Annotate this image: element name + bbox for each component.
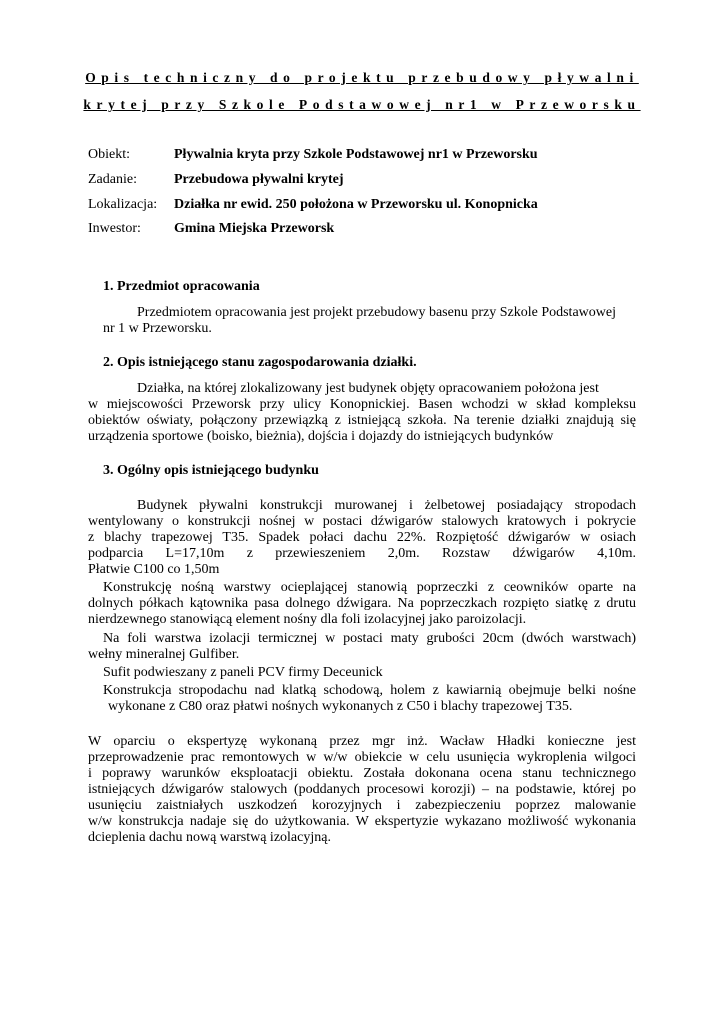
paragraph-line: w miejscowości Przeworsk przy ulicy Konopnickiej. Basen wchodzi w skład kompleksu [88,397,636,412]
paragraph-line: z blachy trapezowej T35. Spadek połaci dachu 22%. Rozpiętość dźwigarów w osiach [88,530,636,545]
paragraph-line: nr 1 w Przeworsku. [103,321,212,336]
paragraph-line: podparcia L=17,10m z przewieszeniem 2,0m. Rozstaw dźwigarów 4,10m. [88,546,636,561]
paragraph-line: istniejących dźwigarów stalowych (poddanych procesowi korozji) – na podstawie, której po [88,782,636,797]
paragraph-line: wentylowany o konstrukcji nośnej w postaci dźwigarów stalowych kratowych i pokrycie [88,514,636,529]
meta-row-task [88,172,344,188]
paragraph-line: Przedmiotem opracowania jest projekt przebudowy basenu przy Szkole Podstawowej [137,305,616,320]
section-2-heading: 2. Opis istniejącego stanu zagospodarowania działki. [103,355,417,370]
paragraph-line: i poprawy warunków eksploatacji obiektu. Została dokonana ocena stanu technicznego [88,766,636,781]
meta-label: Inwestor: [88,221,141,236]
meta-row-location [88,197,538,213]
meta-value: Pływalnia kryta przy Szkole Podstawowej nr1 w Przeworsku [174,147,538,162]
meta-value: Przebudowa pływalni krytej [174,172,344,187]
paragraph-line: W oparciu o ekspertyzę wykonaną przez mgr inż. Wacław Hładki konieczne jest [88,734,636,749]
paragraph-line: wełny mineralnej Gulfiber. [88,647,240,662]
meta-label: Lokalizacja: [88,197,158,212]
paragraph-line: Budynek pływalni konstrukcji murowanej i żelbetowej posiadający stropodach [137,498,636,513]
paragraph-line: Konstrukcja stropodachu nad klatką schodową, holem z kawiarnią obejmuje belki nośne [103,683,636,698]
paragraph-line: dolnych półkach kątownika pasa dolnego dźwigara. Na poprzeczkach rozpięto siatkę z drutu [88,596,636,611]
paragraph-line: dcieplenia dachu nową warstwą izolacyjną. [88,830,331,845]
paragraph-line: Płatwie C100 co 1,50m [88,562,220,577]
paragraph-line: Działka, na której zlokalizowany jest budynek objęty opracowaniem położona jest [137,381,599,396]
meta-label: Obiekt: [88,147,130,162]
meta-label: Zadanie: [88,172,137,187]
section-1-heading: 1. Przedmiot opracowania [103,279,260,294]
meta-value: Gmina Miejska Przeworsk [174,221,335,236]
paragraph-line: Konstrukcję nośną warstwy ocieplającej stanowią poprzeczki z ceowników oparte na [103,580,636,595]
paragraph-line: Na foli warstwa izolacji termicznej w postaci maty grubości 20cm (dwóch warstwach) [103,631,636,646]
meta-row-object [88,147,538,163]
section-3-heading: 3. Ogólny opis istniejącego budynku [103,463,319,478]
paragraph-line: obiektów oświaty, połączony przewiązką z istniejącą szkoła. Na terenie działki znajdują się [88,413,636,428]
paragraph-line: usunięciu zaistniałych uszkodzeń korozyjnych i zabezpieczeniu poprzez malowanie [88,798,636,813]
paragraph-line: Sufit podwieszany z paneli PCV firmy Deceunick [103,665,383,680]
document-title-line-2: krytej przy Szkole Podstawowej nr1 w Przeworsku [83,97,641,112]
meta-row-investor [88,221,334,237]
paragraph-line: urządzenia sportowe (boisko, bieżnia), dojścia i dojazdy do istniejących budynków [88,429,554,444]
meta-value: Działka nr ewid. 250 położona w Przeworsku ul. Konopnicka [174,197,538,212]
paragraph-line: w/w konstrukcja nadaje się do użytkowania. W ekspertyzie wykazano możliwość wykonania [88,814,636,829]
paragraph-line: wykonane z C80 oraz płatwi nośnych wykonanych z C50 i blachy trapezowej T35. [108,699,573,714]
paragraph-line: nierdzewnego stanowiącą element nośny dla foli izolacyjnej jako paroizolacji. [88,612,527,627]
document-title-line-1: Opis techniczny do projektu przebudowy pływalni [85,70,639,85]
paragraph-line: przeprowadzenie prac remontowych w w/w obiekcie w celu usunięcia wykroplenia wilgoci [88,750,636,765]
